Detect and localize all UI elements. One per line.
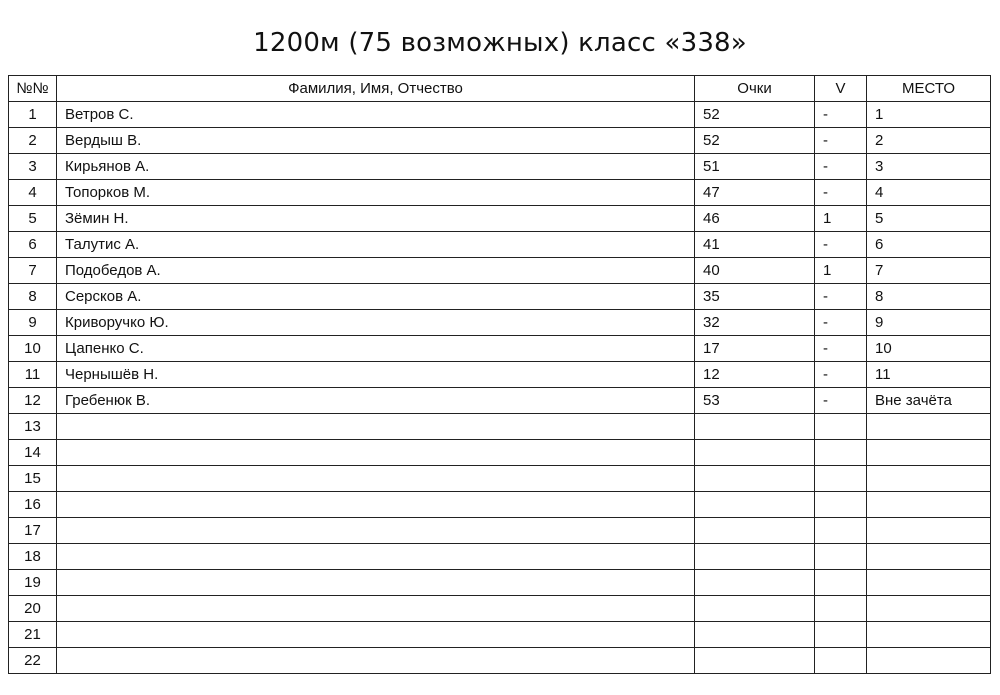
results-table: [8, 75, 991, 674]
cell-score: [695, 544, 815, 570]
table-header-row: [9, 76, 991, 102]
cell-v: [815, 466, 867, 492]
cell-name: [57, 440, 695, 466]
cell-num: 12: [9, 388, 57, 414]
cell-score: [695, 622, 815, 648]
table-row: [9, 336, 991, 362]
cell-num: 8: [9, 284, 57, 310]
table-row: [9, 492, 991, 518]
cell-name: Цапенко С.: [57, 336, 695, 362]
table-row: [9, 518, 991, 544]
cell-place: Вне зачёта: [867, 388, 991, 414]
cell-place: 3: [867, 154, 991, 180]
cell-name: Ветров С.: [57, 102, 695, 128]
cell-name: [57, 622, 695, 648]
cell-v: [815, 622, 867, 648]
cell-score: [695, 466, 815, 492]
cell-place: 10: [867, 336, 991, 362]
cell-name: Серсков А.: [57, 284, 695, 310]
cell-place: 2: [867, 128, 991, 154]
cell-v: -: [815, 102, 867, 128]
cell-score: [695, 518, 815, 544]
table-row: [9, 648, 991, 674]
cell-num: 14: [9, 440, 57, 466]
cell-v: [815, 544, 867, 570]
cell-place: 1: [867, 102, 991, 128]
cell-place: [867, 414, 991, 440]
cell-v: -: [815, 284, 867, 310]
cell-score: [695, 596, 815, 622]
header-score: Очки: [695, 76, 815, 102]
cell-score: 52: [695, 102, 815, 128]
cell-num: 22: [9, 648, 57, 674]
cell-num: 18: [9, 544, 57, 570]
cell-name: [57, 570, 695, 596]
table-row: [9, 232, 991, 258]
cell-place: [867, 648, 991, 674]
cell-score: [695, 648, 815, 674]
table-row: [9, 310, 991, 336]
cell-v: 1: [815, 206, 867, 232]
cell-num: 16: [9, 492, 57, 518]
cell-num: 15: [9, 466, 57, 492]
cell-place: [867, 440, 991, 466]
cell-name: [57, 544, 695, 570]
table-row: [9, 128, 991, 154]
cell-v: -: [815, 154, 867, 180]
header-v: V: [815, 76, 867, 102]
cell-score: 12: [695, 362, 815, 388]
cell-name: [57, 414, 695, 440]
cell-name: [57, 518, 695, 544]
cell-score: 46: [695, 206, 815, 232]
cell-num: 17: [9, 518, 57, 544]
cell-num: 9: [9, 310, 57, 336]
cell-score: 35: [695, 284, 815, 310]
cell-name: [57, 596, 695, 622]
cell-score: 17: [695, 336, 815, 362]
table-row: [9, 284, 991, 310]
table-row: [9, 362, 991, 388]
cell-name: Чернышёв Н.: [57, 362, 695, 388]
cell-score: 51: [695, 154, 815, 180]
cell-place: 4: [867, 180, 991, 206]
cell-num: 6: [9, 232, 57, 258]
header-num: №№: [9, 76, 57, 102]
cell-name: Гребенюк В.: [57, 388, 695, 414]
cell-v: -: [815, 310, 867, 336]
cell-v: [815, 518, 867, 544]
table-body: [9, 102, 991, 674]
table-row: [9, 466, 991, 492]
cell-v: -: [815, 232, 867, 258]
table-row: [9, 414, 991, 440]
cell-place: 6: [867, 232, 991, 258]
cell-v: [815, 440, 867, 466]
table-row: [9, 622, 991, 648]
cell-place: [867, 570, 991, 596]
cell-num: 2: [9, 128, 57, 154]
cell-v: -: [815, 180, 867, 206]
cell-name: Криворучко Ю.: [57, 310, 695, 336]
cell-score: 41: [695, 232, 815, 258]
cell-place: 7: [867, 258, 991, 284]
cell-num: 21: [9, 622, 57, 648]
cell-v: [815, 414, 867, 440]
cell-score: 32: [695, 310, 815, 336]
cell-name: Топорков М.: [57, 180, 695, 206]
page-title: 1200м (75 возможных) класс «338»: [253, 28, 747, 58]
cell-place: [867, 544, 991, 570]
cell-place: [867, 596, 991, 622]
cell-v: [815, 596, 867, 622]
cell-place: [867, 622, 991, 648]
cell-score: [695, 414, 815, 440]
cell-v: -: [815, 362, 867, 388]
cell-v: 1: [815, 258, 867, 284]
cell-v: -: [815, 388, 867, 414]
cell-name: Подобедов А.: [57, 258, 695, 284]
cell-name: Вердыш В.: [57, 128, 695, 154]
cell-place: 9: [867, 310, 991, 336]
table-row: [9, 544, 991, 570]
table-row: [9, 206, 991, 232]
cell-score: [695, 440, 815, 466]
cell-name: Кирьянов А.: [57, 154, 695, 180]
header-name: Фамилия, Имя, Отчество: [57, 76, 695, 102]
cell-num: 20: [9, 596, 57, 622]
cell-v: [815, 648, 867, 674]
cell-v: -: [815, 336, 867, 362]
cell-v: [815, 570, 867, 596]
cell-num: 10: [9, 336, 57, 362]
cell-place: 8: [867, 284, 991, 310]
table-row: [9, 154, 991, 180]
table-row: [9, 440, 991, 466]
cell-score: 40: [695, 258, 815, 284]
header-place: МЕСТО: [867, 76, 991, 102]
cell-place: [867, 492, 991, 518]
cell-name: Талутис А.: [57, 232, 695, 258]
cell-name: Зёмин Н.: [57, 206, 695, 232]
cell-score: 53: [695, 388, 815, 414]
cell-name: [57, 466, 695, 492]
cell-name: [57, 492, 695, 518]
cell-score: [695, 570, 815, 596]
cell-place: [867, 518, 991, 544]
cell-num: 7: [9, 258, 57, 284]
table-row: [9, 596, 991, 622]
cell-v: [815, 492, 867, 518]
cell-score: 47: [695, 180, 815, 206]
table-row: [9, 258, 991, 284]
cell-place: [867, 466, 991, 492]
cell-num: 11: [9, 362, 57, 388]
cell-place: 11: [867, 362, 991, 388]
cell-score: [695, 492, 815, 518]
table-row: [9, 570, 991, 596]
cell-num: 13: [9, 414, 57, 440]
cell-num: 19: [9, 570, 57, 596]
cell-name: [57, 648, 695, 674]
cell-num: 1: [9, 102, 57, 128]
cell-num: 3: [9, 154, 57, 180]
cell-num: 4: [9, 180, 57, 206]
cell-num: 5: [9, 206, 57, 232]
table-row: [9, 180, 991, 206]
cell-v: -: [815, 128, 867, 154]
table-row: [9, 388, 991, 414]
table-row: [9, 102, 991, 128]
cell-place: 5: [867, 206, 991, 232]
cell-score: 52: [695, 128, 815, 154]
